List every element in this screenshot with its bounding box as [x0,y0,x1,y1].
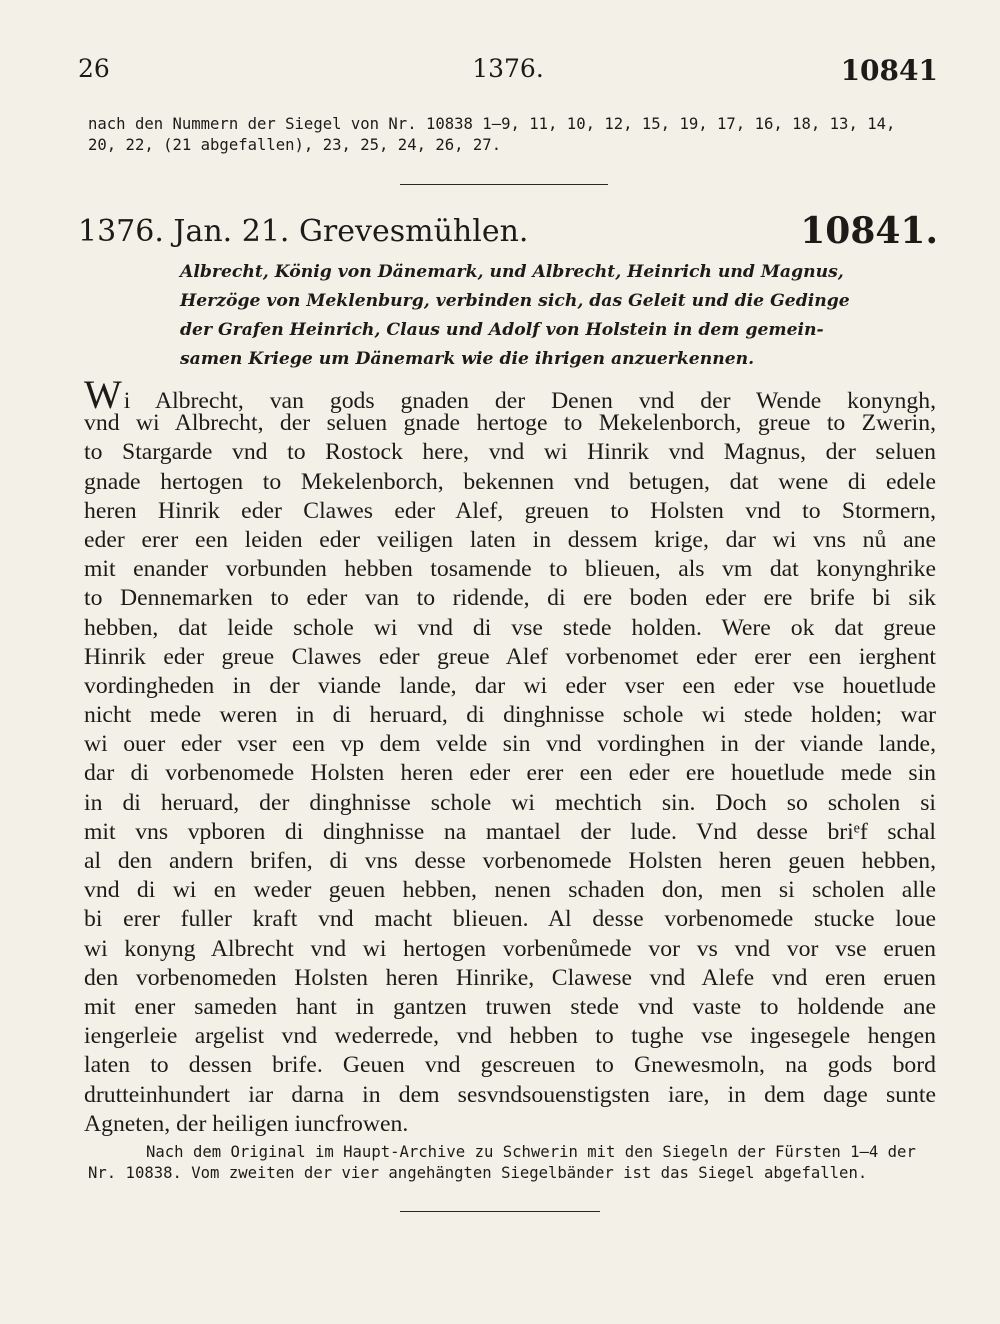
note-line: 20, 22, (21 abgefallen), 23, 25, 24, 26, 27. [88,136,502,154]
text-line: nicht mede weren in di heruard, di dinghnisse schole wi stede holden; war [84,702,936,729]
text-line: al den andern brifen, di vns desse vorbenomede Holsten heren geuen hebben, [84,848,936,874]
entry-heading [78,210,938,256]
drop-cap: W [84,372,122,417]
text-line: eder erer een leiden eder veiligen laten in dessem krige, dar wi vns nů ane [84,526,936,553]
text-line: dar di vorbenomede Holsten heren eder erer een eder ere houetlude mede sin [84,760,936,787]
text-line: wi ouer eder vser een vp dem velde sin vnd vordinghen in der viande lande, [84,731,936,758]
source-line: Nach dem Original im Haupt-Archive zu Schwerin mit den Siegeln der Fürsten 1—4 der [146,1143,916,1161]
header-year: 1376. [472,54,544,83]
text-line: heren Hinrik eder Clawes eder Alef, greuen to Holsten vnd to Stormern, [84,497,936,524]
text-line: Hinrik eder greue Clawes eder greue Alef vorbenomet eder erer een ierghent [84,643,936,670]
summary-line: der Grafen Heinrich, Claus und Adolf von Holstein in dem gemein- [180,320,824,340]
summary-line: Albrecht, König von Dänemark, und Albrecht, Heinrich und Magnus, [180,262,844,282]
text-line: vnd di wi en weder geuen hebben, nenen schaden don, men si scholen alle [84,877,936,904]
text-line: iengerleie argelist vnd wederrede, vnd hebben to tughe vse ingesegele hengen [84,1023,936,1050]
text-line: drutteinhundert iar darna in dem sesvndsouenstigsten iare, in dem dage sunte [84,1081,936,1108]
entry-date-place: 1376. Jan. 21. Grevesmühlen. [78,214,529,249]
text-line: to Dennemarken to eder van to ridende, di ere boden eder ere brife bi sik [84,585,936,612]
source-note [88,1142,936,1184]
page-number: 26 [78,54,110,83]
summary-line: samen Kriege um Dänemark wie die ihrigen anzuerkennen. [180,349,755,369]
entry-summary [180,258,940,374]
source-line: Nr. 10838. Vom zweiten der vier angehängten Siegelbänder ist das Siegel abgefallen. [88,1164,868,1182]
note-line: nach den Nummern der Siegel von Nr. 10838 1—9, 11, 10, 12, 15, 19, 17, 16, 18, 13, 14, [88,115,896,133]
text-line: i Albrecht, van gods gnaden der Denen vnd der Wende konyngh, [123,388,936,414]
text-line: to Stargarde vnd to Rostock here, vnd wi Hinrik vnd Magnus, der seluen [84,439,936,466]
text-line: in di heruard, der dinghnisse schole wi mechtich sin. Doch so scholen si [84,789,936,816]
text-line: Agneten, der heiligen iuncfrowen. [84,1110,409,1137]
previous-entry-note [88,114,940,156]
summary-line: Herzöge von Meklenburg, verbinden sich, das Geleit und die Gedinge [180,291,850,311]
header-document-number: 10841 [840,54,938,87]
end-divider [400,1211,600,1212]
text-line: wi konyng Albrecht vnd wi hertogen vorbenůmede vor vs vnd vor vse eruen [84,935,936,962]
text-line: vnd wi Albrecht, der seluen gnade hertoge to Mekelenborch, greue to Zwerin, [84,410,936,437]
text-line: mit ener sameden hant in gantzen truwen stede vnd vaste to holdende ane [84,993,936,1020]
running-header [78,54,938,88]
text-line: gnade hertogen to Mekelenborch, bekennen vnd betugen, dat wene di edele [84,468,936,495]
text-line-first [84,372,936,417]
text-line: mit vns vpboren di dinghnisse na mantael der lude. Vnd desse briᵉf schal [84,818,936,845]
text-line: laten to dessen brife. Geuen vnd gescreuen to Gnewesmoln, na gods bord [84,1052,936,1079]
entry-number: 10841. [800,210,938,252]
section-divider [400,184,608,185]
text-line: den vorbenomeden Holsten heren Hinrike, Clawese vnd Alefe vnd eren eruen [84,964,936,991]
charter-text [84,372,936,1139]
text-line: bi erer fuller kraft vnd macht blieuen. Al desse vorbenomede stucke loue [84,906,936,933]
text-line: mit enander vorbunden hebben tosamende to blieuen, als vm dat konynghrike [84,556,936,583]
text-line: hebben, dat leide schole wi vnd di vse stede holden. Were ok dat greue [84,614,936,641]
text-line: vordingheden in der viande lande, dar wi eder vser een eder vse houetlude [84,672,936,699]
